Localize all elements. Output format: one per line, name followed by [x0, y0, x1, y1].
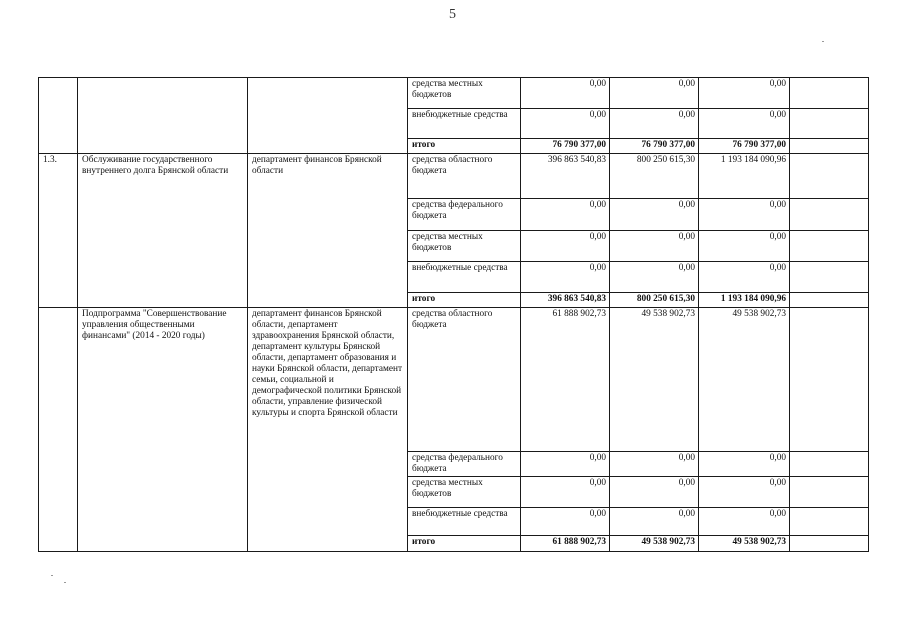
extra-cell: [790, 154, 869, 199]
extra-cell: [790, 199, 869, 231]
value-cell-3: 0,00: [699, 231, 790, 262]
extra-cell: [790, 231, 869, 262]
value-cell-1: 0,00: [521, 477, 610, 508]
value-cell-1: 0,00: [521, 109, 610, 139]
value-cell-2: 800 250 615,30: [610, 293, 699, 308]
source-cell: средства областного бюджета: [408, 308, 521, 452]
extra-cell: [790, 262, 869, 293]
extra-cell: [790, 293, 869, 308]
source-cell: итого: [408, 293, 521, 308]
extra-cell: [790, 508, 869, 536]
value-cell-2: 49 538 902,73: [610, 308, 699, 452]
value-cell-3: 49 538 902,73: [699, 536, 790, 552]
value-cell-1: 61 888 902,73: [521, 536, 610, 552]
source-cell: средства федерального бюджета: [408, 199, 521, 231]
value-cell-2: 800 250 615,30: [610, 154, 699, 199]
value-cell-2: 0,00: [610, 78, 699, 109]
value-cell-2: 76 790 377,00: [610, 139, 699, 154]
source-cell: средства местных бюджетов: [408, 78, 521, 109]
table-row: [39, 154, 869, 199]
value-cell-1: 0,00: [521, 231, 610, 262]
scan-speck: [51, 575, 53, 576]
value-cell-1: 396 863 540,83: [521, 154, 610, 199]
value-cell-1: 0,00: [521, 452, 610, 477]
source-cell: внебюджетные средства: [408, 508, 521, 536]
code-cell: [39, 78, 78, 154]
value-cell-1: 396 863 540,83: [521, 293, 610, 308]
executor-cell: департамент финансов Брянской области, департамент здравоохранения Брянской области, департамент культуры Брянской области, департамент образования и науки Брянской области, департамент семьи, социальной и демографической политики Брянской области, управление физической культуры и спорта Брянской области: [248, 308, 408, 552]
value-cell-2: 0,00: [610, 199, 699, 231]
value-cell-1: 76 790 377,00: [521, 139, 610, 154]
value-cell-3: 0,00: [699, 477, 790, 508]
executor-cell: [248, 78, 408, 154]
code-cell: [39, 308, 78, 552]
value-cell-3: 76 790 377,00: [699, 139, 790, 154]
value-cell-1: 0,00: [521, 508, 610, 536]
table-row: [39, 78, 869, 109]
value-cell-2: 0,00: [610, 231, 699, 262]
value-cell-3: 0,00: [699, 262, 790, 293]
value-cell-3: 0,00: [699, 452, 790, 477]
value-cell-3: 1 193 184 090,96: [699, 293, 790, 308]
value-cell-2: 0,00: [610, 109, 699, 139]
value-cell-1: 0,00: [521, 262, 610, 293]
value-cell-3: 1 193 184 090,96: [699, 154, 790, 199]
value-cell-3: 0,00: [699, 508, 790, 536]
extra-cell: [790, 308, 869, 452]
source-cell: средства федерального бюджета: [408, 452, 521, 477]
value-cell-1: 0,00: [521, 78, 610, 109]
extra-cell: [790, 477, 869, 508]
value-cell-3: 49 538 902,73: [699, 308, 790, 452]
source-cell: итого: [408, 139, 521, 154]
executor-cell: департамент финансов Брянской области: [248, 154, 408, 308]
value-cell-2: 0,00: [610, 477, 699, 508]
name-cell: Обслуживание государственного внутреннего долга Брянской области: [78, 154, 248, 308]
value-cell-2: 0,00: [610, 452, 699, 477]
source-cell: внебюджетные средства: [408, 109, 521, 139]
extra-cell: [790, 139, 869, 154]
name-cell: [78, 78, 248, 154]
value-cell-3: 0,00: [699, 199, 790, 231]
value-cell-2: 0,00: [610, 508, 699, 536]
name-cell: Подпрограмма "Совершенствование управления общественными финансами" (2014 - 2020 годы): [78, 308, 248, 552]
source-cell: средства местных бюджетов: [408, 231, 521, 262]
scan-speck: [822, 41, 824, 42]
extra-cell: [790, 109, 869, 139]
value-cell-3: 0,00: [699, 109, 790, 139]
extra-cell: [790, 452, 869, 477]
value-cell-2: 0,00: [610, 262, 699, 293]
source-cell: средства местных бюджетов: [408, 477, 521, 508]
source-cell: средства областного бюджета: [408, 154, 521, 199]
budget-table: [38, 77, 869, 552]
scan-speck: [64, 582, 66, 583]
code-cell: 1.3.: [39, 154, 78, 308]
extra-cell: [790, 78, 869, 109]
value-cell-3: 0,00: [699, 78, 790, 109]
value-cell-1: 0,00: [521, 199, 610, 231]
source-cell: внебюджетные средства: [408, 262, 521, 293]
value-cell-2: 49 538 902,73: [610, 536, 699, 552]
page-number: 5: [449, 7, 456, 22]
source-cell: итого: [408, 536, 521, 552]
extra-cell: [790, 536, 869, 552]
value-cell-1: 61 888 902,73: [521, 308, 610, 452]
table-row: [39, 308, 869, 452]
